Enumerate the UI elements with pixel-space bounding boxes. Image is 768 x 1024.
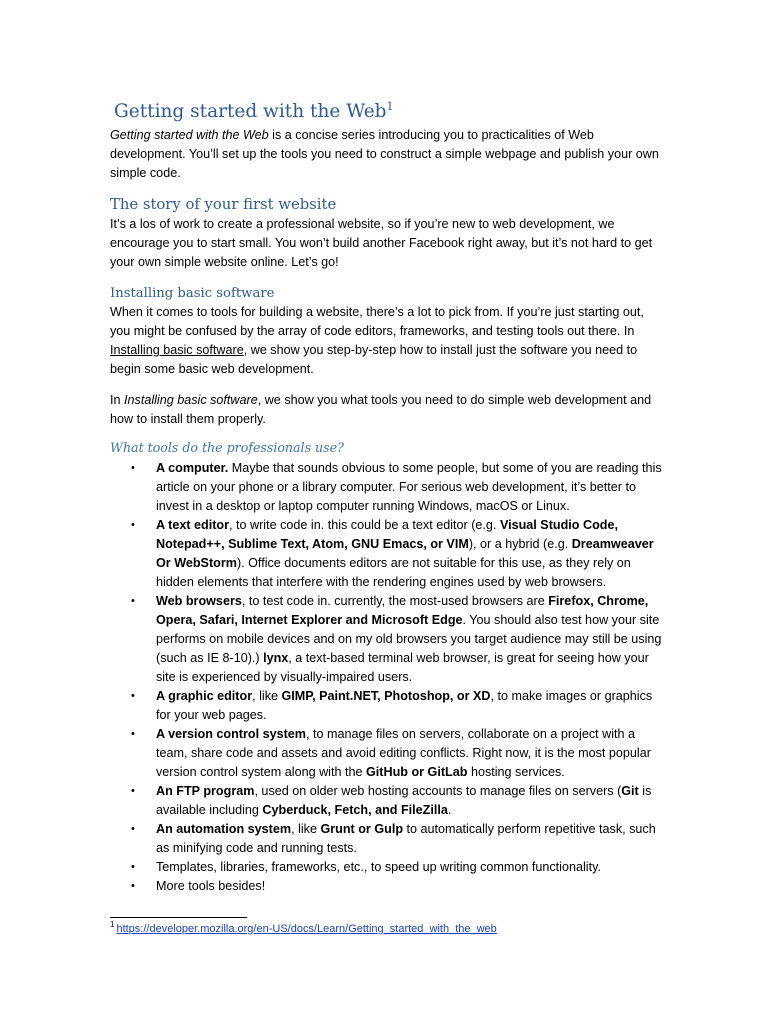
item-text: More tools besides! (156, 879, 266, 893)
item-text: , a text-based terminal web browser, is great for seeing how your site is experienced by visually-impaired users. (156, 651, 649, 684)
list-item-automation (110, 820, 670, 858)
item-text: Maybe that sounds obvious to some people, but some of you are reading this article on your phone or a library computer. For serious web development, it’s better to invest in a desktop or laptop computer running Windows, macOS or Linux. (156, 461, 662, 513)
item-emphasis: GitHub or GitLab (366, 765, 468, 779)
item-emphasis: Firefox, Chrome, Opera, Safari, Internet Explorer and Microsoft Edge (156, 594, 649, 627)
item-text: . You should also test how your site performs on mobile devices and on my old browsers you target audience may still be using (such as IE 8-10).) (156, 613, 662, 665)
item-emphasis: Cyberduck, Fetch, and FileZilla (262, 803, 448, 817)
item-text: ). Office documents editors are not suitable for this use, as they rely on hidden elements that interfere with the rendering engines used by web browsers. (156, 556, 631, 589)
bullet-icon: • (131, 823, 135, 835)
story-paragraph: It’s a los of work to create a professional website, so if you’re new to web development, we encourage you to start small. You won’t build another Facebook right away, but it’s not hard to get your own simple website online. Let’s go! (110, 217, 653, 269)
item-emphasis: Visual Studio Code, Notepad++, Sublime Text, Atom, GNU Emacs, or VIM (156, 518, 618, 551)
list-item-web-browsers (110, 592, 670, 687)
tools-list (110, 459, 670, 896)
bullet-icon: • (131, 519, 135, 531)
item-title: Web browsers (156, 594, 242, 608)
intro-text: is a concise series introducing you to practicalities of Web development. You’ll set up the tools you need to construct a simple webpage and publish your own simple code. (110, 128, 659, 180)
list-item-version-control (110, 725, 670, 782)
bullet-icon: • (131, 785, 135, 797)
installing-paragraph-1 (110, 303, 662, 379)
intro-italic-lead: Getting started with the Web (110, 128, 269, 142)
item-text: , to write code in. this could be a text editor (e.g. (229, 518, 500, 532)
installing-p1-text-end: , we show you step-by-step how to install just the software you need to begin some basic web development. (110, 343, 638, 376)
item-text: , to test code in. currently, the most-used browsers are (241, 594, 549, 608)
list-item-graphic-editor (110, 687, 670, 725)
item-emphasis: Git (621, 784, 639, 798)
bullet-icon: • (131, 728, 135, 740)
bullet-icon: • (131, 861, 135, 873)
item-text: , like (291, 822, 321, 836)
bullet-icon: • (131, 880, 135, 892)
bullet-icon: • (131, 595, 135, 607)
item-text: , to make images or graphics for your web pages. (156, 689, 653, 722)
page-title-text: Getting started with the Web (114, 101, 387, 122)
list-item-more-tools (110, 877, 670, 896)
installing-p2-italic: Installing basic software (124, 393, 258, 407)
item-title: A text editor (156, 518, 230, 532)
item-text: . (447, 803, 452, 817)
item-title: A computer. (156, 461, 229, 475)
intro-paragraph (110, 126, 662, 183)
section-heading-tools: What tools do the professionals use? (110, 440, 344, 455)
item-text: to automatically perform repetitive task, such as minifying code and running tests. (156, 822, 656, 855)
item-text: , used on older web hosting accounts to manage files on servers ( (254, 784, 622, 798)
item-emphasis: Grunt or Gulp (320, 822, 404, 836)
footnote-reference[interactable]: 1 (386, 99, 394, 113)
item-emphasis: lynx (263, 651, 289, 665)
footnote-link[interactable]: https://developer.mozilla.org/en-US/docs/Learn/Getting_started_with_the_web (116, 923, 497, 935)
item-text: Templates, libraries, frameworks, etc., to speed up writing common functionality. (156, 860, 601, 874)
list-item-computer (110, 459, 670, 516)
item-title: A version control system (156, 727, 307, 741)
installing-p2-text-end: , we show you what tools you need to do simple web development and how to install them properly. (110, 393, 652, 426)
item-text: hosting services. (467, 765, 565, 779)
section-heading-installing: Installing basic software (110, 286, 275, 301)
item-text: , to manage files on servers, collaborate on a project with a team, share code and assets and avoid editing conflicts. Right now, it is the most popular version control system along with the (156, 727, 651, 779)
item-emphasis: GIMP, Paint.NET, Photoshop, or XD (281, 689, 491, 703)
page-title (114, 99, 394, 125)
item-text: , like (252, 689, 282, 703)
installing-paragraph-2 (110, 391, 662, 429)
footnote-divider (110, 917, 247, 918)
installing-link[interactable]: Installing basic software (110, 343, 244, 357)
list-item-ftp-program (110, 782, 670, 820)
item-text: is available including (156, 784, 652, 817)
footnote (110, 922, 497, 937)
item-title: An automation system (156, 822, 292, 836)
bullet-icon: • (131, 462, 135, 474)
installing-p1-text: When it comes to tools for building a website, there’s a lot to pick from. If you’re just starting out, you might be confused by the array of code editors, frameworks, and testing tools out there. In (110, 305, 644, 338)
bullet-icon: • (131, 690, 135, 702)
item-title: A graphic editor (156, 689, 253, 703)
list-item-text-editor (110, 516, 670, 592)
list-item-templates (110, 858, 670, 877)
footnote-number: 1 (110, 920, 115, 930)
item-title: An FTP program (156, 784, 255, 798)
item-emphasis: Dreamweaver Or WebStorm (156, 537, 654, 570)
installing-p2-text: In (110, 393, 125, 407)
section-heading-story: The story of your first website (110, 196, 337, 213)
item-text: ), or a hybrid (e.g. (468, 537, 572, 551)
